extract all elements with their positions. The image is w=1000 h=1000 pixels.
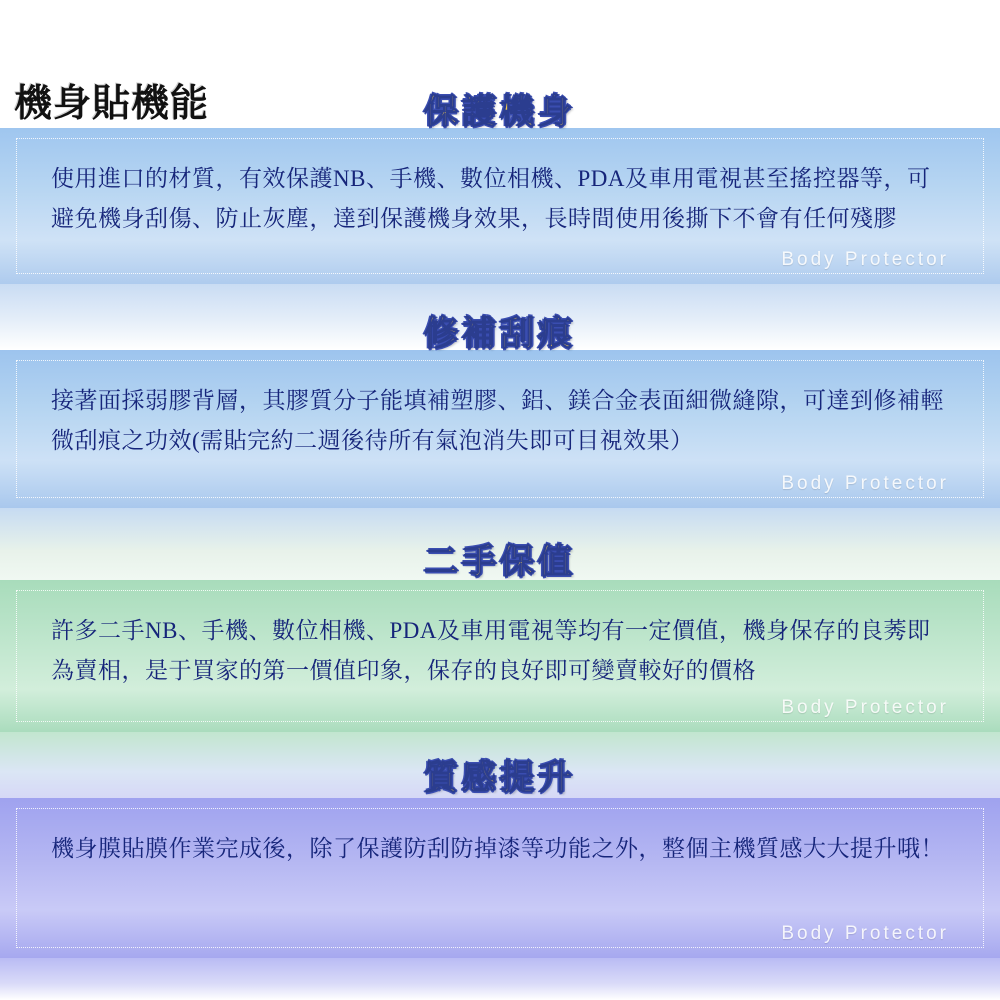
panel-border [16, 138, 984, 274]
panel-border [16, 360, 984, 498]
page-title: 機身貼機能 [14, 83, 210, 125]
section-heading-resale: 二手保值 [424, 544, 576, 581]
section-body-protect: 使用進口的材質，有效保護NB、手機、數位相機、PDA及車用電視甚至搖控器等，可避免機身刮傷、防止灰塵，達到保護機身效果，長時間使用後撕下不會有任何殘膠 [51, 166, 931, 231]
panel-border [16, 590, 984, 722]
section-body-repair: 接著面採弱膠背層，其膠質分子能填補塑膠、鋁、鎂合金表面細微縫隙，可達到修補輕微刮痕之功效(需貼完約二週後待所有氣泡消失即可目視效果） [51, 388, 944, 453]
panel-border [16, 808, 984, 948]
section-panel-repair [0, 350, 1000, 508]
section-body-resale: 許多二手NB、手機、數位相機、PDA及車用電視等均有一定價值，機身保存的良莠即為賣相，是于買家的第一價值印象，保存的良好即可變賣較好的價格 [51, 618, 931, 683]
watermark-label: Body Protector [781, 923, 949, 944]
section-heading-repair: 修補刮痕 [424, 316, 576, 353]
watermark-label: Body Protector [781, 249, 949, 270]
section-body-texture: 機身膜貼膜作業完成後，除了保護防刮防掉漆等功能之外，整個主機質感大大提升哦！ [51, 836, 944, 861]
section-heading-protect: 保護機身 [424, 94, 576, 131]
section-panel-protect [0, 128, 1000, 284]
section-heading-texture: 質感提升 [424, 760, 576, 797]
section-panel-resale [0, 580, 1000, 732]
section-panel-texture [0, 798, 1000, 958]
footer-strip [0, 958, 1000, 1000]
watermark-label: Body Protector [781, 697, 949, 718]
watermark-label: Body Protector [781, 473, 949, 494]
